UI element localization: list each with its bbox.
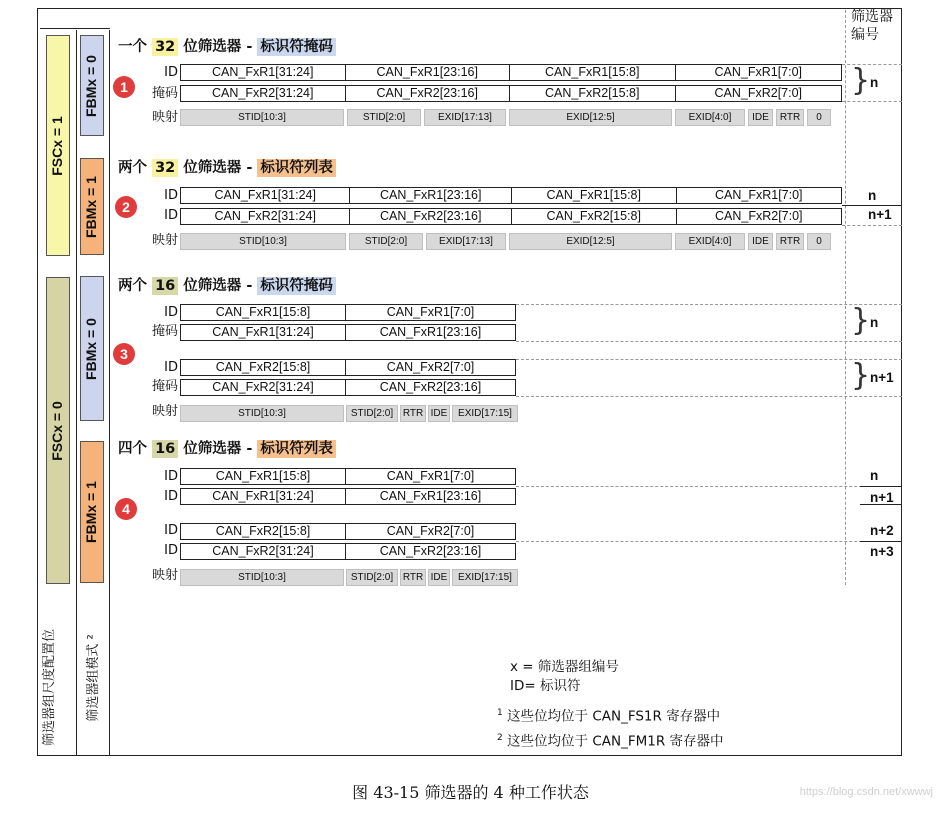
register-cell: CAN_FxR1[15:8] — [181, 469, 346, 484]
section1-heading-num: 32 — [152, 38, 178, 56]
s4-dash-2 — [516, 541, 902, 542]
register-cell: CAN_FxR1[15:8] — [512, 188, 677, 203]
map-cell: EXID[17:15] — [452, 405, 518, 422]
number-column-divider — [845, 10, 846, 585]
s4-row2-label: ID — [164, 489, 178, 504]
s3-dash-4 — [516, 396, 902, 397]
legend-note2-text: 这些位均位于 CAN_FM1R 寄存器中 — [502, 733, 724, 750]
register-cell: CAN_FxR2[31:24] — [181, 86, 346, 101]
s3-map-label: 映射 — [151, 404, 178, 419]
register-cell: CAN_FxR2[15:8] — [181, 360, 346, 375]
register-cell: CAN_FxR1[31:24] — [181, 325, 346, 340]
register-cell: CAN_FxR2[31:24] — [181, 380, 346, 395]
s4-number-n1: n+1 — [870, 490, 894, 505]
legend-note1-sup: 1 — [497, 708, 503, 718]
section3-heading-kind: 标识符掩码 — [257, 277, 336, 295]
register-cell: CAN_FxR1[15:8] — [510, 65, 676, 80]
register-cell: CAN_FxR2[15:8] — [181, 524, 346, 539]
s3-register-row2 — [180, 324, 516, 341]
map-cell: STID[2:0] — [346, 405, 398, 422]
s4-register-row1 — [180, 468, 516, 485]
map-cell: 0 — [807, 109, 831, 126]
map-cell: EXID[17:13] — [424, 109, 506, 126]
register-cell: CAN_FxR1[7:0] — [714, 65, 803, 79]
map-cell: EXID[4:0] — [675, 233, 745, 250]
map-cell: STID[2:0] — [346, 569, 398, 586]
register-cell: CAN_FxR1[23:16] — [346, 65, 511, 80]
s3-dash-1 — [516, 304, 902, 305]
register-cell: CAN_FxR2[31:24] — [181, 209, 350, 224]
s2-map-label: 映射 — [151, 233, 178, 248]
map-cell: STID[10:3] — [180, 405, 344, 422]
s2-number-n: n — [868, 188, 877, 203]
s1-dash-bottom — [842, 101, 902, 102]
s1-register-row1 — [180, 64, 842, 81]
s4-row4-label: ID — [164, 543, 178, 558]
legend-note1-text: 这些位均位于 CAN_FS1R 寄存器中 — [502, 708, 721, 725]
filter-number-header — [851, 8, 893, 44]
s2-dash-bottom — [842, 225, 902, 226]
s4-register-row3 — [180, 523, 516, 540]
s3-row2-label: 掩码 — [151, 324, 178, 339]
s1-map-label: 映射 — [151, 110, 178, 125]
s3-row4-label: 掩码 — [151, 379, 178, 394]
register-cell: CAN_FxR2[23:16] — [379, 544, 482, 558]
legend-note1 — [497, 704, 720, 726]
legend-note2-sup: 2 — [497, 733, 503, 743]
section2-heading-num: 32 — [152, 159, 178, 177]
left-divider-2 — [109, 30, 110, 756]
s4-row1-label: ID — [164, 469, 178, 484]
legend-note2 — [497, 729, 724, 751]
left-top-rule — [40, 28, 110, 29]
s2-mapping — [180, 233, 831, 250]
s1-brace: } — [851, 63, 871, 98]
s4-number-n2: n+2 — [870, 523, 894, 538]
legend-id: ID= 标识符 — [510, 678, 581, 694]
s3-register-row4 — [180, 379, 516, 396]
s4-number-n: n — [870, 468, 879, 483]
section1-heading-pre: 一个 — [118, 39, 153, 55]
register-cell: CAN_FxR2[23:16] — [379, 380, 482, 394]
register-cell: CAN_FxR2[31:24] — [181, 544, 346, 559]
map-cell: 0 — [807, 233, 831, 250]
section1-heading-kind: 标识符掩码 — [257, 38, 336, 56]
s4-solid-3 — [860, 541, 902, 542]
s4-register-row2 — [180, 488, 516, 505]
register-cell: CAN_FxR2[23:16] — [350, 209, 512, 224]
map-cell: EXID[12:5] — [509, 109, 672, 126]
s4-mapping — [180, 569, 518, 586]
s1-row1-label: ID — [164, 65, 178, 80]
section1-badge: 1 — [113, 76, 135, 98]
fbm1-label-bottom: FBMx = 1 — [83, 481, 99, 543]
register-cell: CAN_FxR2[15:8] — [510, 86, 676, 101]
section2-heading-kind: 标识符列表 — [257, 159, 336, 177]
section3-heading-num: 16 — [152, 277, 178, 295]
register-cell: CAN_FxR1[31:24] — [181, 65, 346, 80]
section3-heading-mid: 位筛选器 - — [178, 278, 258, 294]
fbm0-label-top: FBMx = 0 — [83, 55, 99, 117]
s4-dash-1 — [516, 486, 902, 487]
map-cell: STID[2:0] — [347, 109, 421, 126]
s3-dash-2 — [516, 341, 902, 342]
s2-line-mid — [842, 205, 902, 206]
map-cell: IDE — [428, 569, 450, 586]
section2-heading-pre: 两个 — [118, 160, 153, 176]
figure-caption: 图 43-15 筛选器的 4 种工作状态 — [352, 783, 589, 802]
section1-heading-mid: 位筛选器 - — [178, 39, 258, 55]
legend-x: x = 筛选器组编号 — [510, 659, 619, 675]
section1-heading — [118, 35, 336, 56]
scale-config-label: 筛选器组尺度配置位 — [42, 628, 57, 746]
map-cell: STID[10:3] — [180, 569, 344, 586]
register-cell: CAN_FxR2[7:0] — [714, 86, 803, 100]
s3-register-row3 — [180, 359, 516, 376]
s4-map-label: 映射 — [151, 568, 178, 583]
map-cell: IDE — [748, 109, 773, 126]
register-cell: CAN_FxR1[31:24] — [181, 188, 350, 203]
s3-brace-2: } — [851, 358, 871, 393]
map-cell: EXID[17:15] — [452, 569, 518, 586]
filter-number-header-line2: 编号 — [851, 27, 879, 43]
fsc0-label: FSCx = 0 — [49, 401, 65, 461]
s4-number-n3: n+3 — [870, 544, 894, 559]
fbm0-label-bottom: FBMx = 0 — [83, 318, 99, 380]
register-cell: CAN_FxR1[7:0] — [714, 188, 803, 202]
s4-register-row4 — [180, 543, 516, 560]
s3-brace-1: } — [851, 303, 871, 338]
s3-row3-label: ID — [164, 360, 178, 375]
register-cell: CAN_FxR2[7:0] — [386, 524, 475, 538]
fbm1-label-top: FBMx = 1 — [83, 176, 99, 238]
s1-row2-label: 掩码 — [151, 86, 178, 101]
s3-number-n1: n+1 — [870, 370, 894, 385]
section4-heading-pre: 四个 — [118, 441, 153, 457]
map-cell: RTR — [400, 405, 426, 422]
s3-row1-label: ID — [164, 305, 178, 320]
section4-badge: 4 — [115, 498, 137, 520]
register-cell: CAN_FxR1[23:16] — [350, 188, 512, 203]
section2-badge: 2 — [115, 196, 137, 218]
s1-register-row2 — [180, 85, 842, 102]
s3-number-n: n — [870, 315, 879, 330]
register-cell: CAN_FxR2[23:16] — [346, 86, 511, 101]
watermark: https://blog.csdn.net/xwwwj — [799, 786, 933, 798]
map-cell: EXID[12:5] — [509, 233, 672, 250]
section2-heading-mid: 位筛选器 - — [178, 160, 258, 176]
s2-row2-label: ID — [164, 208, 178, 223]
s1-number-n: n — [870, 75, 879, 90]
section2-heading — [118, 156, 336, 177]
s2-register-row2 — [180, 208, 842, 225]
map-cell: RTR — [776, 233, 804, 250]
section3-badge: 3 — [113, 343, 135, 365]
register-cell: CAN_FxR1[7:0] — [386, 469, 475, 483]
register-cell: CAN_FxR2[7:0] — [386, 360, 475, 374]
map-cell: RTR — [776, 109, 804, 126]
section4-heading — [118, 437, 336, 458]
s2-register-row1 — [180, 187, 842, 204]
register-cell: CAN_FxR1[23:16] — [379, 489, 482, 503]
register-cell: CAN_FxR1[31:24] — [181, 489, 346, 504]
map-cell: IDE — [748, 233, 773, 250]
map-cell: RTR — [400, 569, 426, 586]
section4-heading-mid: 位筛选器 - — [178, 441, 258, 457]
map-cell: EXID[4:0] — [675, 109, 745, 126]
s3-mapping — [180, 405, 518, 422]
fsc1-label: FSCx = 1 — [49, 116, 65, 176]
map-cell: STID[2:0] — [349, 233, 423, 250]
register-cell: CAN_FxR2[15:8] — [512, 209, 677, 224]
s4-solid-1 — [860, 486, 902, 487]
section3-heading — [118, 274, 336, 295]
register-cell: CAN_FxR1[7:0] — [386, 305, 475, 319]
section4-heading-kind: 标识符列表 — [257, 440, 336, 458]
s2-number-n1: n+1 — [868, 207, 892, 222]
map-cell: STID[10:3] — [180, 109, 344, 126]
map-cell: EXID[17:13] — [426, 233, 506, 250]
register-cell: CAN_FxR2[7:0] — [714, 209, 803, 223]
filter-number-header-line1: 筛选器 — [851, 9, 893, 25]
mode-config-label: 筛选器组模式 ² — [86, 634, 101, 722]
section3-heading-pre: 两个 — [118, 278, 153, 294]
register-cell: CAN_FxR1[15:8] — [181, 305, 346, 320]
s1-mapping — [180, 109, 831, 126]
map-cell: STID[10:3] — [180, 233, 346, 250]
s2-row1-label: ID — [164, 188, 178, 203]
left-divider — [76, 30, 77, 756]
s4-row3-label: ID — [164, 523, 178, 538]
register-cell: CAN_FxR1[23:16] — [379, 325, 482, 339]
s3-dash-3 — [516, 359, 902, 360]
s3-register-row1 — [180, 304, 516, 321]
map-cell: IDE — [428, 405, 450, 422]
section4-heading-num: 16 — [152, 440, 178, 458]
